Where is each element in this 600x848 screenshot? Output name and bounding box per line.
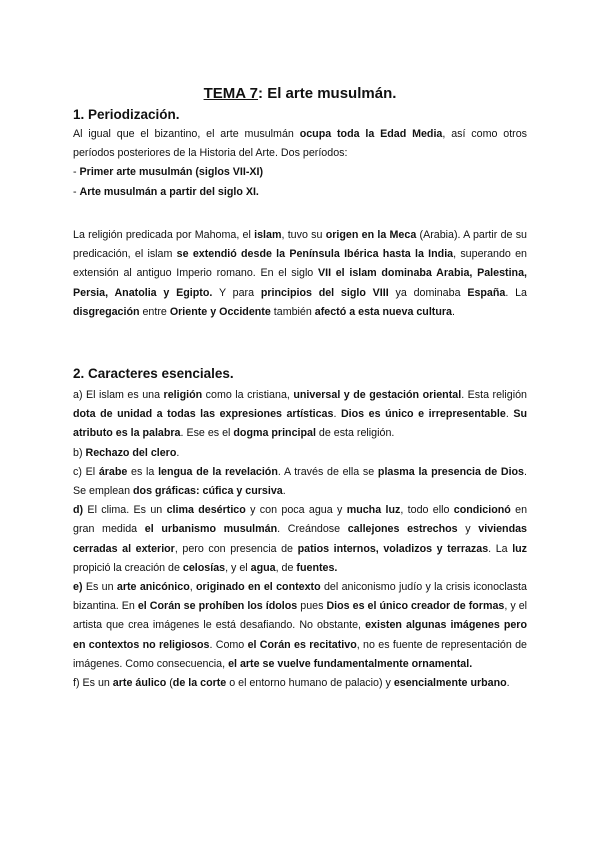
bold-text: principios del siglo VIII (260, 286, 389, 299)
section-1-paragraph-block (73, 226, 527, 322)
bold-text: origen en la Meca (325, 229, 417, 241)
text-run: ( (166, 677, 173, 690)
bold-text: arte áulico (112, 677, 167, 690)
text-run: a) El islam es una (73, 389, 164, 401)
bold-text: dos gráficas: cúfica y cursiva (133, 485, 283, 498)
bold-text: d) (73, 504, 84, 517)
text-run: en gran medida (73, 504, 528, 536)
text-run: . La (505, 286, 527, 299)
text-run: (Arabia). A partir de su predicación, el islam (73, 229, 527, 261)
text-run: . (506, 677, 510, 690)
bold-text: callejones estrechos (347, 523, 458, 536)
bold-text: Su atributo es la palabra (73, 408, 527, 440)
text-run: . (505, 408, 514, 421)
text-run: del aniconismo judío y la crisis iconoclasta bizantina. En (73, 581, 527, 613)
bold-text: afectó a esta nueva cultura (314, 305, 452, 318)
text-run: b) (73, 446, 86, 459)
bold-text: universal y de gestación oriental (293, 389, 462, 401)
bold-text: Dios es el único creador de formas (326, 600, 505, 613)
bold-text: el arte se vuelve fundamentalmente ornamental. (228, 657, 473, 670)
characteristic-item-c (73, 463, 527, 501)
text-run: de esta religión. (315, 427, 395, 440)
text-run: . Esta religión (461, 389, 527, 401)
section-1-intro-block (73, 125, 527, 202)
text-run: . A través de ella se (277, 465, 378, 478)
text-run: Y para (212, 286, 261, 299)
text-run: . Creándose (277, 523, 348, 536)
characteristic-item-b (73, 444, 527, 463)
page-title (0, 85, 600, 102)
text-run: , (189, 581, 197, 594)
text-run: ya dominaba (388, 286, 468, 299)
text-run: . (282, 485, 286, 498)
text-run: , y el artista que crea imágenes le está desafiando. No obstante, (73, 600, 528, 632)
bold-text: Arte musulmán a partir del siglo XI. (79, 185, 259, 198)
bold-text: dota de unidad a todas las expresiones artísticas (73, 408, 334, 421)
bold-text: agua (250, 561, 276, 574)
text-run: f) Es un (73, 677, 113, 690)
section-2-heading: 2. Caracteres esenciales. (73, 366, 234, 381)
section-1-paragraph (73, 226, 527, 322)
text-run: y (457, 523, 479, 536)
bold-text: lengua de la revelación (158, 465, 278, 478)
bold-text: islam (254, 229, 282, 241)
text-run: . Se emplean (73, 465, 527, 498)
text-run: . (176, 446, 180, 459)
characteristic-item-e (73, 578, 527, 674)
text-run: , de (275, 561, 297, 574)
bold-text: celosías (182, 561, 226, 574)
text-run: , pero con presencia de (174, 542, 298, 555)
text-run: , así como otros períodos posteriores de la Historia del Arte. Dos períodos: (73, 128, 528, 160)
characteristic-item-d (73, 501, 527, 578)
text-run: La religión predicada por Mahoma, el (73, 229, 255, 241)
bold-text: originado en el contexto (196, 581, 321, 594)
text-run: , tuvo su (281, 229, 326, 241)
text-run: - (73, 185, 80, 198)
text-run: El clima. Es un (83, 504, 167, 517)
text-run: , y el (225, 561, 251, 574)
bold-text: España (467, 286, 506, 299)
text-run: pues (297, 600, 327, 613)
bold-text: e) (73, 581, 83, 594)
bold-text: se extendió desde la Península Ibérica hasta la India (176, 248, 454, 261)
bold-text: plasma la presencia de Dios (377, 465, 525, 478)
title-topic: TEMA 7 (203, 85, 259, 102)
section-1-intro (73, 125, 527, 163)
bold-text: dogma principal (233, 427, 316, 440)
bold-text: esencialmente urbano (393, 677, 507, 690)
bold-text: Primer arte musulmán (siglos VII-XI) (79, 166, 264, 179)
bold-text: VII el islam dominaba Arabia, Palestina, Persia, Anatolia y Egipto. (73, 267, 527, 299)
bold-text: el Corán es recitativo (247, 638, 357, 651)
text-run: es la (127, 465, 159, 478)
bold-text: viviendas cerradas al exterior (73, 523, 527, 555)
text-run: o el entorno humano de palacio) y (226, 677, 394, 690)
bold-text: condicionó (453, 504, 511, 517)
text-run: como la cristiana, (202, 389, 294, 401)
text-run: . (452, 305, 455, 318)
bold-text: religión (163, 389, 203, 401)
text-run: c) El (73, 465, 99, 478)
bold-text: Rechazo del clero (85, 446, 177, 459)
text-run: propició la creación de (73, 561, 183, 574)
characteristic-item-a (73, 386, 527, 444)
text-run: Es un (82, 581, 117, 594)
bold-text: arte anicónico (116, 581, 190, 594)
bold-text: ocupa toda la Edad Media (299, 128, 443, 140)
section-1-heading: 1. Periodización. (73, 107, 180, 122)
bold-text: Dios es único e irrepresentable (340, 408, 506, 421)
text-run: Al igual que el bizantino, el arte musulmán (73, 128, 300, 140)
bold-text: mucha luz (346, 504, 401, 517)
text-run: . Como (209, 638, 248, 651)
text-run: y con poca agua y (245, 504, 347, 517)
text-run: entre (139, 305, 170, 318)
period-bullet (73, 183, 527, 202)
text-run: , superando en extensión al antiguo Imperio romano. En el siglo (73, 248, 527, 280)
bold-text: clima desértico (166, 504, 246, 517)
text-run: también (270, 305, 315, 318)
section-2-items (73, 386, 527, 693)
bold-text: existen algunas imágenes pero en contextos no religiosos (73, 619, 527, 651)
title-rest: : El arte musulmán. (258, 85, 397, 102)
bold-text: disgregación (73, 305, 140, 318)
text-run: , todo ello (400, 504, 454, 517)
text-run: . (333, 408, 341, 421)
bold-text: Oriente y Occidente (169, 305, 271, 318)
bold-text: patios internos, voladizos y terrazas (297, 542, 489, 555)
period-bullet (73, 163, 527, 182)
characteristic-item-f (73, 674, 527, 693)
text-run: , no es fuente de representación de imágenes. Como consecuencia, (73, 638, 528, 670)
bold-text: de la corte (172, 677, 227, 690)
bold-text: el urbanismo musulmán (144, 523, 278, 536)
bold-text: fuentes. (296, 561, 338, 574)
bold-text: árabe (98, 465, 128, 478)
text-run: . Ese es el (180, 427, 234, 440)
text-run: . La (488, 542, 513, 555)
bold-text: luz (512, 542, 528, 555)
text-run: - (73, 166, 80, 179)
bold-text: el Corán se prohíben los ídolos (137, 600, 298, 613)
